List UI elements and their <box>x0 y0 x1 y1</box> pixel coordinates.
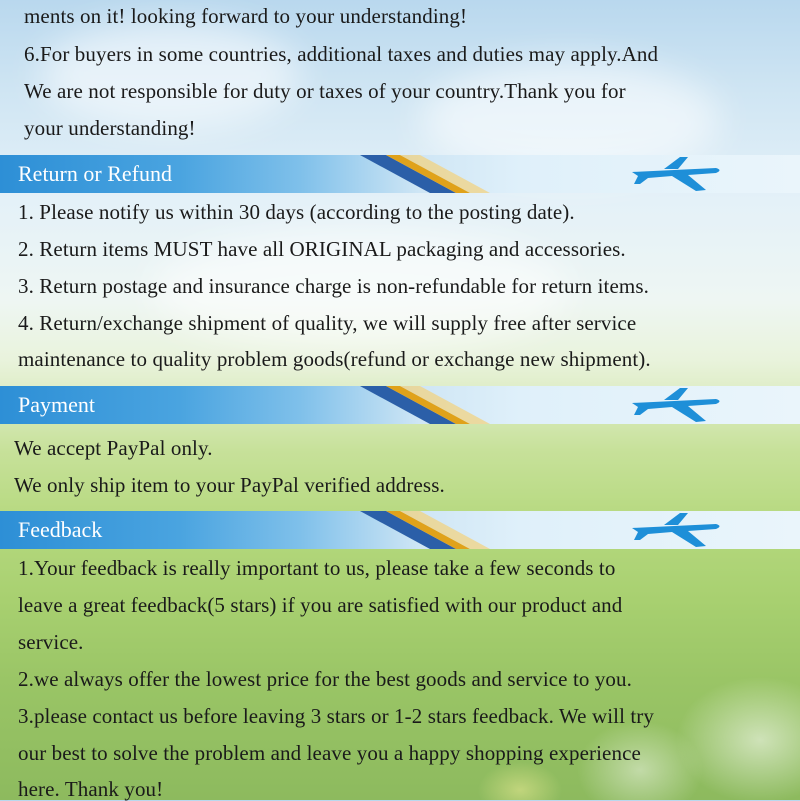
return-refund-banner <box>0 155 800 193</box>
banner-stripe <box>360 386 520 424</box>
return-refund-line: 3. Return postage and insurance charge is non-refundable for return items. <box>18 274 649 298</box>
intro-line: your understanding! <box>24 116 196 140</box>
intro-line: We are not responsible for duty or taxes of your country.Thank you for <box>24 79 626 103</box>
return-refund-line: 2. Return items MUST have all ORIGINAL packaging and accessories. <box>18 237 626 261</box>
payment-banner <box>0 386 800 424</box>
feedback-line: service. <box>18 630 84 654</box>
payment-line: We only ship item to your PayPal verified address. <box>14 473 445 497</box>
return-refund-line: maintenance to quality problem goods(refund or exchange new shipment). <box>18 347 651 371</box>
feedback-line: here. Thank you! <box>18 777 164 801</box>
feedback-banner <box>0 511 800 549</box>
return-refund-line: 4. Return/exchange shipment of quality, we will supply free after service <box>18 311 637 335</box>
feedback-line: 2.we always offer the lowest price for the best goods and service to you. <box>18 667 632 691</box>
payment-line: We accept PayPal only. <box>14 436 213 460</box>
airplane-icon <box>628 386 724 424</box>
feedback-line: our best to solve the problem and leave you a happy shopping experience <box>18 741 641 765</box>
banner-stripe <box>360 155 520 193</box>
feedback-line: leave a great feedback(5 stars) if you are satisfied with our product and <box>18 593 623 617</box>
return-refund-line: 1. Please notify us within 30 days (according to the posting date). <box>18 200 575 224</box>
intro-line: ments on it! looking forward to your understanding! <box>24 4 468 28</box>
feedback-line: 3.please contact us before leaving 3 stars or 1-2 stars feedback. We will try <box>18 704 654 728</box>
sky-cloud <box>40 20 300 130</box>
banner-stripe <box>360 511 520 549</box>
return-refund-title: Return or Refund <box>18 161 172 186</box>
feedback-title: Feedback <box>18 517 103 542</box>
payment-title: Payment <box>18 392 95 417</box>
airplane-icon <box>628 155 724 193</box>
intro-line: 6.For buyers in some countries, additional taxes and duties may apply.And <box>24 42 659 66</box>
feedback-line: 1.Your feedback is really important to us, please take a few seconds to <box>18 556 616 580</box>
airplane-icon <box>628 511 724 549</box>
